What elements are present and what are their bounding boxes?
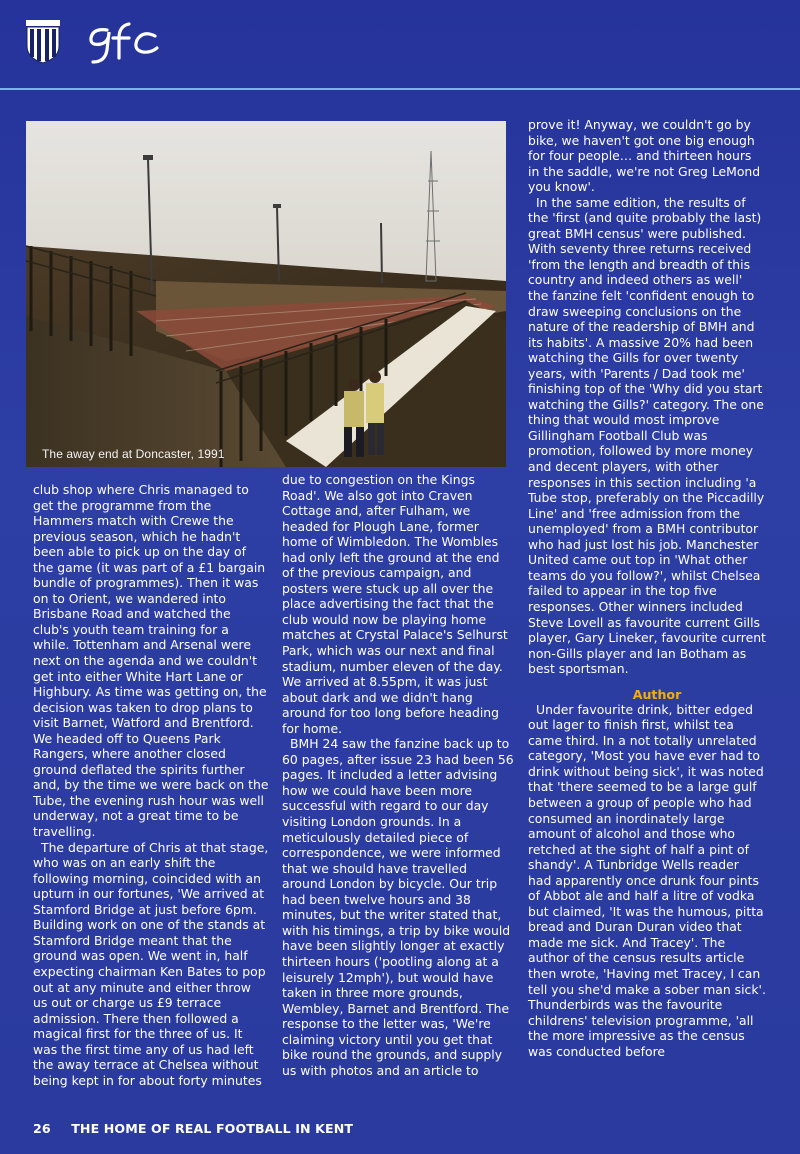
paragraph: In the same edition, the results of the 'first (and quite probably the last) great BMH census' were published. With seventy three returns received 'from the length and breadth of this country and indeed others as well' the fanzine felt 'confident enough to draw sweeping conclusions on the nature of the readership of BMH and its habits'. A massive 20% had been watching the Gills for over twenty years, with 'Parents / Dad took me' finishing top of the 'Why did you start watching the Gills?' category. The one thing that would most improve Gillingham Football Club was promotion, followed by more money and decent players, with other responses in this section including 'a Tube stop, preferably on the Piccadilly Line' and 'free admission from the unemployed' from a BMH contributor who had just lost his job. Manchester United came out top in 'What other teams do you follow?', whilst Chelsea failed to appear in the top five responses. Other winners included Steve Lovell as favourite current Gills player, Gary Lineker, favourite current non-Gills player and Ian Botham as best sportsman. bbox=[528, 194, 766, 677]
section-subheading: Author bbox=[632, 686, 682, 702]
footer-title: THE HOME OF REAL FOOTBALL IN KENT bbox=[71, 1121, 354, 1136]
page-number: 26 bbox=[33, 1121, 51, 1136]
gillingham-crest-icon bbox=[26, 20, 60, 64]
paragraph: club shop where Chris managed to get the programme from the Hammers match with Crewe the previous season, which he hadn't been able to pick up on the day of the game (it was part of a £1 bargain bundle of programmes). Then it was on to Orient, we wandered into Brisbane Road and watched the club's youth team training for a while. Tottenham and Arsenal were next on the agenda and we couldn't get into either White Hart Lane or Highbury. As time was getting on, the decision was taken to drop plans to visit Barnet, Watford and Brentford. We headed off to Queens Park Rangers, where another closed ground deflated the spirits further and, by the time we were back on the Tube, the evening rush hour was well underway, not a great time to be travelling. bbox=[33, 482, 269, 840]
page-footer bbox=[33, 1121, 353, 1136]
body-column-2 bbox=[282, 472, 514, 1078]
header-rule bbox=[0, 88, 800, 90]
paragraph: BMH 24 saw the fanzine back up to 60 pages, after issue 23 had been 56 pages. It included a letter advising how we could have been more successful with regard to our day visiting London grounds. In a meticulously detailed piece of correspondence, we were informed that we should have travelled around London by bicycle. Our trip had been twelve hours and 38 minutes, but the writer stated that, with his timings, a trip by bike would have been slightly longer at exactly thirteen hours ('pootling along at a leisurely 12mph'), but would have taken in three more grounds, Wembley, Barnet and Brentford. The response to the letter was, 'We're claiming victory until you get that bike round the grounds, and supply us with photos and an article to bbox=[282, 736, 514, 1078]
paragraph: Under favourite drink, bitter edged out lager to finish first, whilst tea came third. In a not totally unrelated category, 'Most you have ever had to drink without being sick', it was noted that 'there seemed to be a large gulf between a group of people who had consumed an inordinately large amount of alcohol and those who retched at the sight of half a pint of shandy'. A Tunbridge Wells reader had apparently once drunk four pints of Abbot ale and half a litre of vodka but claimed, 'It was the humous, pitta bread and Duran Duran video that made me sick. And Tracey'. The author of the census results article then wrote, 'Having met Tracey, I can tell you she'd make a sober man sick'. Thunderbirds was the favourite childrens' television programme, 'all the more impressive as the census was conducted before bbox=[528, 701, 766, 1059]
paragraph: The departure of Chris at that stage, who was on an early shift the following morning, coincided with an upturn in our fortunes, 'We arrived at Stamford Bridge at just before 6pm. Building work on one of the stands at Stamford Bridge meant that the ground was open. We went in, half expecting chairman Ken Bates to pop out at any minute and either throw us out or charge us £9 terrace admission. There then followed a magical first for the three of us. It was the first time any of us had left the away terrace at Chelsea without being kept in for about forty minutes bbox=[33, 839, 269, 1088]
paragraph: prove it! Anyway, we couldn't go by bike, we haven't got one big enough for four people… and thirteen hours in the saddle, we're not Greg LeMond you know'. bbox=[528, 117, 761, 195]
stadium-photo bbox=[26, 121, 506, 467]
gfc-logo bbox=[85, 18, 165, 68]
paragraph: due to congestion on the Kings Road'. We also got into Craven Cottage and, after Fulham, we headed for Plough Lane, former home of Wimbledon. The Wombles had only left the ground at the end of the previous campaign, and posters were stuck up all over the place advertising the fact that the club would now be playing home matches at Crystal Palace's Selhurst Park, which was our next and final stadium, number eleven of the day. We arrived at 8.55pm, it was just about dark and we didn't hang around for too long before heading for home. bbox=[282, 472, 508, 736]
page-header bbox=[0, 0, 800, 92]
body-column-1 bbox=[33, 482, 269, 1088]
photo-caption: The away end at Doncaster, 1991 bbox=[42, 447, 225, 461]
body-column-3 bbox=[528, 117, 766, 1059]
